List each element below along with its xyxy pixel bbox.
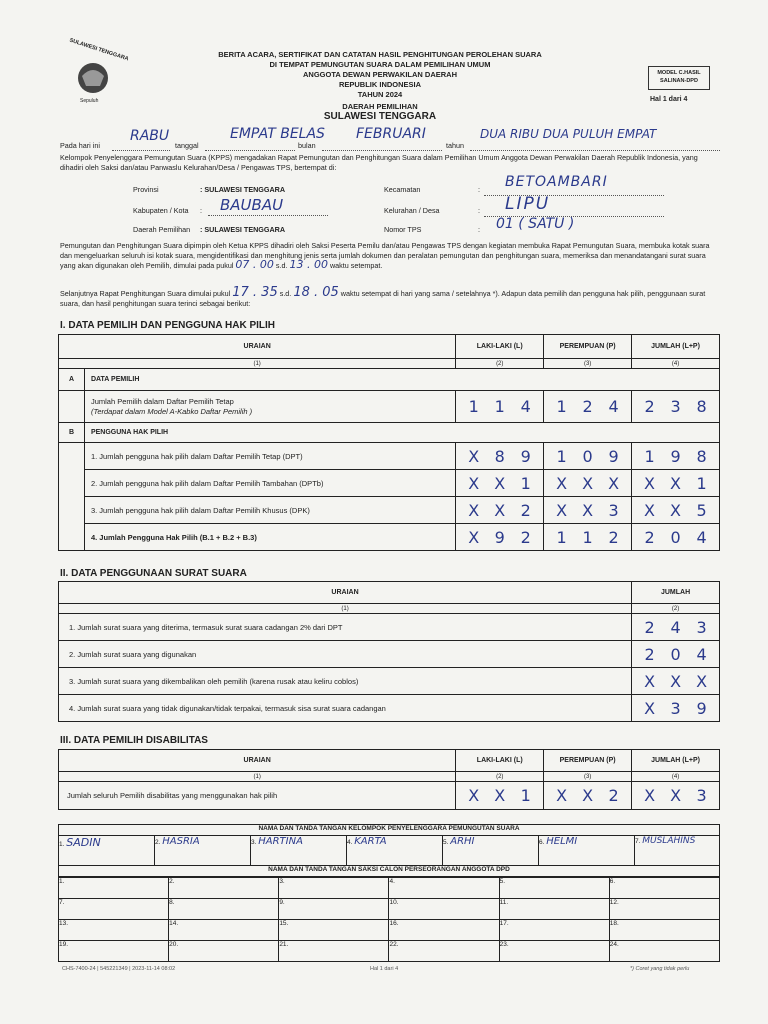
signature-table (58, 824, 720, 877)
s1-a-total (632, 391, 720, 423)
saksi-cell: 3. (279, 878, 389, 899)
digit: 9 (520, 446, 531, 466)
digit: 4 (696, 644, 707, 664)
document-title (150, 50, 610, 100)
digit: 3 (696, 617, 707, 637)
digit: 4 (696, 527, 707, 547)
daerah-pemilihan (250, 102, 510, 122)
saksi-cell: 2. (169, 878, 279, 899)
s2-col-uraian: URAIAN (59, 582, 632, 604)
provinsi-value: : SULAWESI TENGGARA (200, 185, 286, 194)
kabupaten-line (208, 205, 328, 216)
saksi-cell: 13. (59, 920, 169, 941)
waktu-setempat: waktu setempat. (329, 261, 383, 270)
kelurahan-colon: : (478, 206, 480, 215)
tanggal-value: EMPAT BELAS (230, 126, 325, 142)
digit: 9 (494, 527, 505, 547)
label-tps: Nomor TPS (384, 225, 422, 234)
digit: 8 (696, 446, 707, 466)
s1-num-1: (1) (59, 359, 456, 369)
kpps-no: 2. (155, 839, 161, 846)
s1-b-row-2: 2. Jumlah pengguna hak pilih dalam Daftar Pemilih Tambahan (DPTb) (84, 470, 455, 497)
digit: 0 (582, 446, 593, 466)
tps-value: 01 ( SATU ) (496, 216, 575, 232)
s1-col-p: PEREMPUAN (P) (544, 335, 632, 359)
digit: X (644, 500, 656, 520)
kpps-no: 7. (635, 838, 641, 845)
cell (544, 524, 632, 551)
cell (632, 443, 720, 470)
s3-num-2: (2) (456, 772, 544, 782)
kpps-cell (347, 836, 443, 866)
s1-a-row-2: (Terdapat dalam Model A-Kabko Daftar Pemilih ) (90, 406, 253, 416)
kpps-cell (155, 836, 251, 866)
digit: X (582, 500, 594, 520)
digit: 4 (608, 397, 619, 416)
start-time: 07 . 00 (235, 258, 274, 271)
section1-title: I. DATA PEMILIH DAN PENGGUNA HAK PILIH (60, 320, 275, 331)
digit: X (644, 671, 656, 691)
digit: 0 (670, 527, 681, 547)
cell (632, 641, 720, 668)
saksi-cell: 8. (169, 899, 279, 920)
digit: 1 (582, 527, 593, 547)
title-line-4: REPUBLIK INDONESIA (338, 80, 422, 89)
footer-code: CHS-7400-24 | 545221349 | 2023-11-14 08:02 (62, 966, 176, 972)
saksi-title: NAMA DAN TANDA TANGAN SAKSI CALON PERSEORANGAN ANGGOTA DPD (59, 866, 720, 877)
paragraph2-a: Selanjutnya Rapat Penghitungan Suara dimulai pukul (60, 289, 231, 298)
digit: 1 (468, 397, 479, 416)
label-kecamatan: Kecamatan (384, 185, 421, 194)
intro-date-line (60, 126, 720, 154)
s2-row-2: 2. Jumlah surat suara yang digunakan (59, 641, 632, 668)
s3-col-l: LAKI-LAKI (L) (456, 750, 544, 772)
section3-table (58, 749, 720, 810)
cell (456, 497, 544, 524)
footer-note: *) Coret yang tidak perlu (630, 966, 690, 972)
s3-num-1: (1) (59, 772, 456, 782)
cell (544, 470, 632, 497)
s2-row-3: 3. Jumlah surat suara yang dikembalikan oleh pemilih (karena rusak atau keliru coblos) (59, 668, 632, 695)
label-kelurahan: Kelurahan / Desa (384, 206, 440, 215)
digit: 3 (608, 500, 619, 520)
digit: X (670, 671, 682, 691)
digit: 8 (494, 446, 505, 466)
saksi-cell: 15. (279, 920, 389, 941)
s1-b-empty (59, 443, 85, 551)
kecamatan-value: BETOAMBARI (505, 174, 608, 190)
digit: X (468, 446, 480, 466)
kpps-cell (443, 836, 539, 866)
kpps-no: 5. (443, 839, 449, 846)
saksi-cell: 11. (499, 899, 609, 920)
s1-num-4: (4) (632, 359, 720, 369)
body-paragraph-2 (60, 285, 722, 308)
kpps-no: 1. (59, 841, 65, 848)
digit: 1 (556, 397, 567, 416)
s1-a-row-1: Jumlah Pemilih dalam Daftar Pemilih Tetap (90, 396, 234, 406)
digit: X (468, 527, 480, 547)
section1-table (58, 334, 720, 551)
section3-title: III. DATA PEMILIH DISABILITAS (60, 735, 208, 746)
s3-col-total: JUMLAH (L+P) (632, 750, 720, 772)
cell (632, 782, 720, 810)
saksi-cell: 1. (59, 878, 169, 899)
label-dapil: Daerah Pemilihan (133, 225, 191, 234)
digit: 9 (608, 446, 619, 466)
digit: 1 (556, 446, 567, 466)
s1-b-row-4: 4. Jumlah Pengguna Hak Pilih (B.1 + B.2 + B.3) (84, 524, 455, 551)
saksi-cell: 20. (169, 941, 279, 962)
label-pada-hari-ini: Pada hari ini (60, 141, 100, 150)
tahun-value: DUA RIBU DUA PULUH EMPAT (480, 127, 657, 141)
title-line-3: ANGGOTA DEWAN PERWAKILAN DAERAH (302, 70, 458, 79)
s1-a-row (84, 391, 455, 423)
cell (632, 470, 720, 497)
s1-b-row-1: 1. Jumlah pengguna hak pilih dalam Daftar Pemilih Tetap (DPT) (84, 443, 455, 470)
s3-row: Jumlah seluruh Pemilih disabilitas yang menggunakan hak pilih (59, 782, 456, 810)
digit: X (670, 500, 682, 520)
saksi-cell: 10. (389, 899, 499, 920)
s3-col-p: PEREMPUAN (P) (544, 750, 632, 772)
digit: X (644, 698, 656, 718)
digit: 5 (696, 500, 707, 520)
digit: 2 (582, 397, 593, 416)
saksi-cell: 5. (499, 878, 609, 899)
hari-value: RABU (130, 128, 170, 144)
digit: 2 (520, 500, 531, 520)
digit: 1 (644, 446, 655, 466)
digit: X (494, 786, 506, 805)
saksi-cell: 21. (279, 941, 389, 962)
kpps-name: HELMI (546, 836, 578, 847)
s2-col-jumlah: JUMLAH (632, 582, 720, 604)
s1-b-code: B (59, 423, 85, 443)
s2-row-4: 4. Jumlah surat suara yang tidak digunakan/tidak terpakai, termasuk sisa surat suara cadangan (59, 695, 632, 722)
kpps-cell (251, 836, 347, 866)
count-start-time: 17 . 35 (232, 285, 278, 300)
digit: X (494, 500, 506, 520)
s1-a-empty (59, 391, 85, 423)
daerah-value: SULAWESI TENGGARA (323, 111, 437, 122)
s2-num-1: (1) (59, 604, 632, 614)
section2-title: II. DATA PENGGUNAAN SURAT SUARA (60, 568, 247, 579)
digit: 2 (608, 527, 619, 547)
digit: X (494, 473, 506, 493)
digit: 9 (670, 446, 681, 466)
digit: X (468, 500, 480, 520)
s1-col-uraian: URAIAN (59, 335, 456, 359)
cell (456, 782, 544, 810)
saksi-cell: 6. (609, 878, 719, 899)
cell (632, 524, 720, 551)
page-indicator: Hal 1 dari 4 (650, 96, 688, 103)
s1-a-p (544, 391, 632, 423)
digit: 1 (520, 786, 531, 805)
kabupaten-value: BAUBAU (220, 196, 284, 214)
kabupaten-colon: : (200, 206, 202, 215)
label-tanggal: tanggal (175, 141, 199, 150)
saksi-cell: 14. (169, 920, 279, 941)
kpps-no: 6. (539, 839, 545, 846)
cell (632, 614, 720, 641)
s1-col-l: LAKI-LAKI (L) (456, 335, 544, 359)
cell (544, 443, 632, 470)
model-box (648, 66, 710, 90)
s1-a-title: DATA PEMILIH (84, 369, 719, 391)
digit: X (696, 671, 708, 691)
label-bulan: bulan (298, 141, 316, 150)
cell (632, 668, 720, 695)
s3-num-3: (3) (544, 772, 632, 782)
digit: 1 (556, 527, 567, 547)
s1-col-total: JUMLAH (L+P) (632, 335, 720, 359)
footer-page: Hal 1 dari 4 (370, 966, 399, 972)
kpps-name: KARTA (354, 836, 387, 847)
saksi-cell: 19. (59, 941, 169, 962)
s2-row-1: 1. Jumlah surat suara yang diterima, termasuk surat suara cadangan 2% dari DPT (59, 614, 632, 641)
digit: X (468, 786, 480, 805)
digit: X (582, 473, 594, 493)
cell (544, 497, 632, 524)
kelurahan-value: LIPU (505, 194, 551, 214)
digit: 1 (520, 473, 531, 493)
digit: 3 (696, 786, 707, 805)
saksi-cell: 16. (389, 920, 499, 941)
digit: X (556, 473, 568, 493)
daerah-label: DAERAH PEMILIHAN (342, 102, 418, 111)
digit: X (556, 786, 568, 805)
tahun-line (470, 140, 720, 151)
cell (456, 443, 544, 470)
s1-a-l (456, 391, 544, 423)
digit: 3 (670, 698, 681, 718)
label-tahun: tahun (446, 141, 464, 150)
paragraph1-text: Pemungutan dan Penghitungan Suara dipimpin oleh Ketua KPPS dihadiri oleh Saksi Peserta Pemilu dan/atau Pengawas TPS dengan kegiatan membuka Rapat Pemungutan Suara, membuka kotak suara dan mengeluarkan seluruh isi kotak suara, mengidentifikasi dan menghitung jenis serta jumlah dokumen dan peralatan pemungutan dan penghitungan suara, memeriksa dan menandatangani surat suara yang akan digunakan oleh Pemilih, dimulai pada pukul (60, 241, 710, 270)
digit: X (670, 786, 682, 805)
digit: 4 (520, 397, 531, 416)
saksi-cell: 7. (59, 899, 169, 920)
saksi-cell: 4. (389, 878, 499, 899)
digit: 2 (608, 786, 619, 805)
digit: 4 (670, 617, 681, 637)
digit: X (644, 786, 656, 805)
title-line-2: DI TEMPAT PEMUNGUTAN SUARA DALAM PEMILIHAN UMUM (269, 60, 491, 69)
kpps-cell (635, 836, 720, 866)
digit: X (644, 473, 656, 493)
s2-num-2: (2) (632, 604, 720, 614)
paragraph2-b: waktu setempat di hari yang sama / setelahnya *). Adapun data pemilih dan pengguna hak pilih, penggunaan surat suara, dan hasil penghitungan suara terinci sebagai berikut: (60, 289, 706, 308)
digit: X (582, 786, 594, 805)
dapil-value: : SULAWESI TENGGARA (200, 225, 286, 234)
digit: 2 (644, 527, 655, 547)
digit: 2 (644, 397, 655, 416)
digit: X (556, 500, 568, 520)
saksi-cell: 12. (609, 899, 719, 920)
s1-b-row-3: 3. Jumlah pengguna hak pilih dalam Daftar Pemilih Khusus (DPK) (84, 497, 455, 524)
digit: X (608, 473, 620, 493)
digit: 3 (670, 397, 681, 416)
sd-label-2: s.d. (279, 289, 292, 298)
saksi-cell: 18. (609, 920, 719, 941)
kpps-name: HARTINA (258, 836, 303, 847)
kpps-name: MUSLAHINS (642, 836, 696, 846)
s1-num-3: (3) (544, 359, 632, 369)
section2-table (58, 581, 720, 722)
kpps-no: 3. (251, 839, 257, 846)
model-sublabel: SALINAN-DPD (660, 78, 698, 84)
digit: 1 (696, 473, 707, 493)
saksi-table (58, 877, 720, 962)
kpps-name: ARHI (450, 836, 475, 847)
kpps-name: HASRIA (162, 836, 200, 847)
tps-colon: : (478, 225, 480, 234)
logo-text: SULAWESI TENGGARA (68, 37, 130, 63)
cell (632, 695, 720, 722)
kecamatan-colon: : (478, 185, 480, 194)
kpps-title: NAMA DAN TANDA TANGAN KELOMPOK PENYELENGGARA PEMUNGUTAN SUARA (59, 825, 720, 836)
digit: X (468, 473, 480, 493)
s1-num-2: (2) (456, 359, 544, 369)
logo-motto: Sepuluh (80, 98, 99, 104)
digit: 2 (644, 644, 655, 664)
digit: 2 (644, 617, 655, 637)
model-label: MODEL C.HASIL (657, 70, 701, 76)
saksi-cell: 23. (499, 941, 609, 962)
cell (544, 782, 632, 810)
s1-b-title: PENGGUNA HAK PILIH (84, 423, 719, 443)
digit: 2 (520, 527, 531, 547)
intro-paragraph: Kelompok Penyelenggara Pemungutan Suara (KPPS) mengadakan Rapat Pemungutan dan Penghitungan Suara dalam Pemilihan Umum Anggota Dewan Perwakilan Daerah Republik Indonesia, yang dihadiri oleh Saksi dan/atau Panwaslu Kelurahan/Desa / Pengawas TPS, bertempat di: (60, 153, 698, 172)
kpps-no: 4. (347, 839, 353, 846)
cell (456, 470, 544, 497)
label-provinsi: Provinsi (133, 185, 159, 194)
cell (632, 497, 720, 524)
body-paragraph-1 (60, 241, 722, 271)
saksi-cell: 24. (609, 941, 719, 962)
title-line-5: TAHUN 2024 (357, 90, 403, 99)
kpps-cell (59, 836, 155, 866)
digit: X (670, 473, 682, 493)
digit: 8 (696, 397, 707, 416)
saksi-cell: 22. (389, 941, 499, 962)
end-time: 13 . 00 (289, 258, 328, 271)
digit: 9 (696, 698, 707, 718)
saksi-cell: 9. (279, 899, 389, 920)
kpps-name: SADIN (66, 836, 101, 849)
label-kabupaten: Kabupaten / Kota (133, 206, 189, 215)
s3-num-4: (4) (632, 772, 720, 782)
saksi-cell: 17. (499, 920, 609, 941)
cell (456, 524, 544, 551)
digit: 1 (494, 397, 505, 416)
kpps-cell (539, 836, 635, 866)
digit: 0 (670, 644, 681, 664)
count-end-time: 18 . 05 (293, 285, 339, 300)
s1-a-code: A (59, 369, 85, 391)
s3-col-uraian: URAIAN (59, 750, 456, 772)
bulan-value: FEBRUARI (356, 126, 426, 142)
title-line-1: BERITA ACARA, SERTIFIKAT DAN CATATAN HASIL PENGHITUNGAN PEROLEHAN SUARA (218, 50, 542, 59)
sd-label: s.d. (275, 261, 288, 270)
